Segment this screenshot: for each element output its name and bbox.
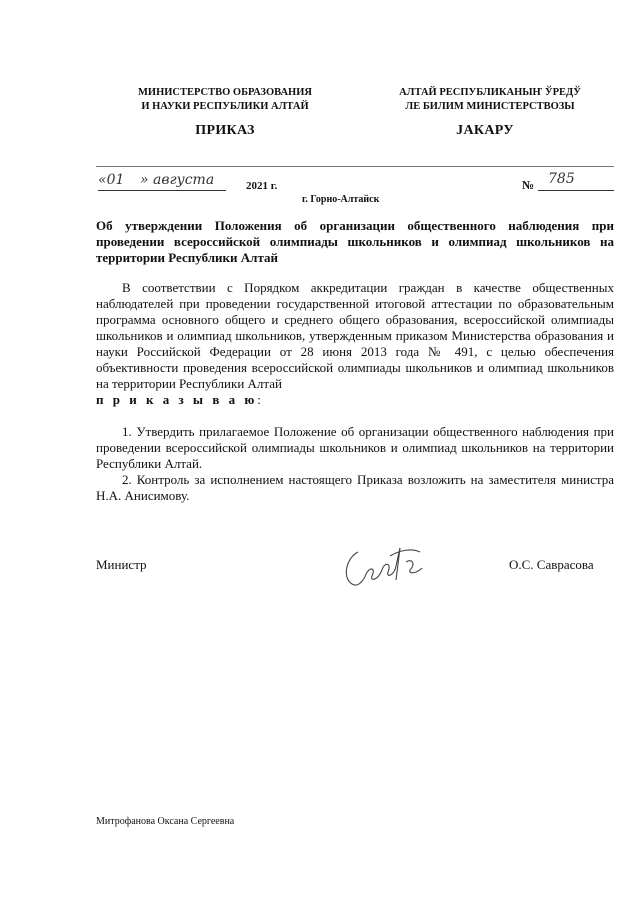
preamble: В соответствии с Порядком аккредитации граждан в качестве общественных наблюдателей при проведении государственной итоговой аттестации по образовательным программа основного общего и среднего общего образования, всероссийской олимпиады школьников и олимпиад школьников, утвержденным приказом Министерства образования и науки Российской Федерации от 28 июня 2013 года № 491, с целью обеспечения объективности проведения всероссийской олимпиады школьников и олимпиад школьников на территории Республики Алтай	[96, 280, 614, 391]
number-label: №	[522, 178, 535, 192]
ministry-altai-line-1: АЛТАЙ РЕСПУБЛИКАНЫҤ ЎРЕДЎ	[399, 87, 581, 98]
city: г. Горно-Алтайск	[302, 194, 380, 205]
signatory-name: О.С. Саврасова	[509, 557, 594, 572]
order-colon: :	[257, 392, 261, 407]
order-body	[96, 280, 614, 504]
order-word: п р и к а з ы в а ю	[96, 392, 258, 407]
date-underline	[98, 190, 226, 191]
ministry-altai-line-2: ЛЕ БИЛИМ МИНИСТЕРСТВОЗЫ	[405, 101, 575, 112]
number-underline	[538, 190, 614, 191]
item-1: 1. Утвердить прилагаемое Положение об организации общественного наблюдения при проведении всероссийской олимпиады школьников и олимпиад школьников на территории Республики Алтай.	[96, 424, 614, 471]
handwritten-signature	[336, 540, 432, 592]
item-2: 2. Контроль за исполнением настоящего Приказа возложить на заместителя министра Н.А. Анисимову.	[96, 472, 614, 503]
order-number: 785	[548, 171, 575, 187]
executor-name: Митрофанова Оксана Сергеевна	[96, 816, 235, 827]
date-day: «01	[98, 172, 125, 188]
ministry-name-russian	[120, 86, 330, 114]
document-type-russian: ПРИКАЗ	[195, 123, 255, 138]
order-word-line	[96, 392, 614, 408]
date-month: » августа	[140, 172, 215, 188]
document-type-altai: JАКАРУ	[456, 123, 514, 138]
signatory-position: Министр	[96, 557, 147, 572]
date-year: 2021 г.	[246, 180, 278, 192]
header-divider	[96, 166, 614, 167]
order-subject: Об утверждении Положения об организации общественного наблюдения при проведении всероссийской олимпиады школьников и олимпиад школьников на территории Республики Алтай	[96, 218, 614, 265]
ministry-name-line-2: И НАУКИ РЕСПУБЛИКИ АЛТАЙ	[141, 101, 309, 112]
ministry-name-line-1: МИНИСТЕРСТВО ОБРАЗОВАНИЯ	[138, 87, 312, 98]
ministry-name-altai	[370, 86, 610, 114]
